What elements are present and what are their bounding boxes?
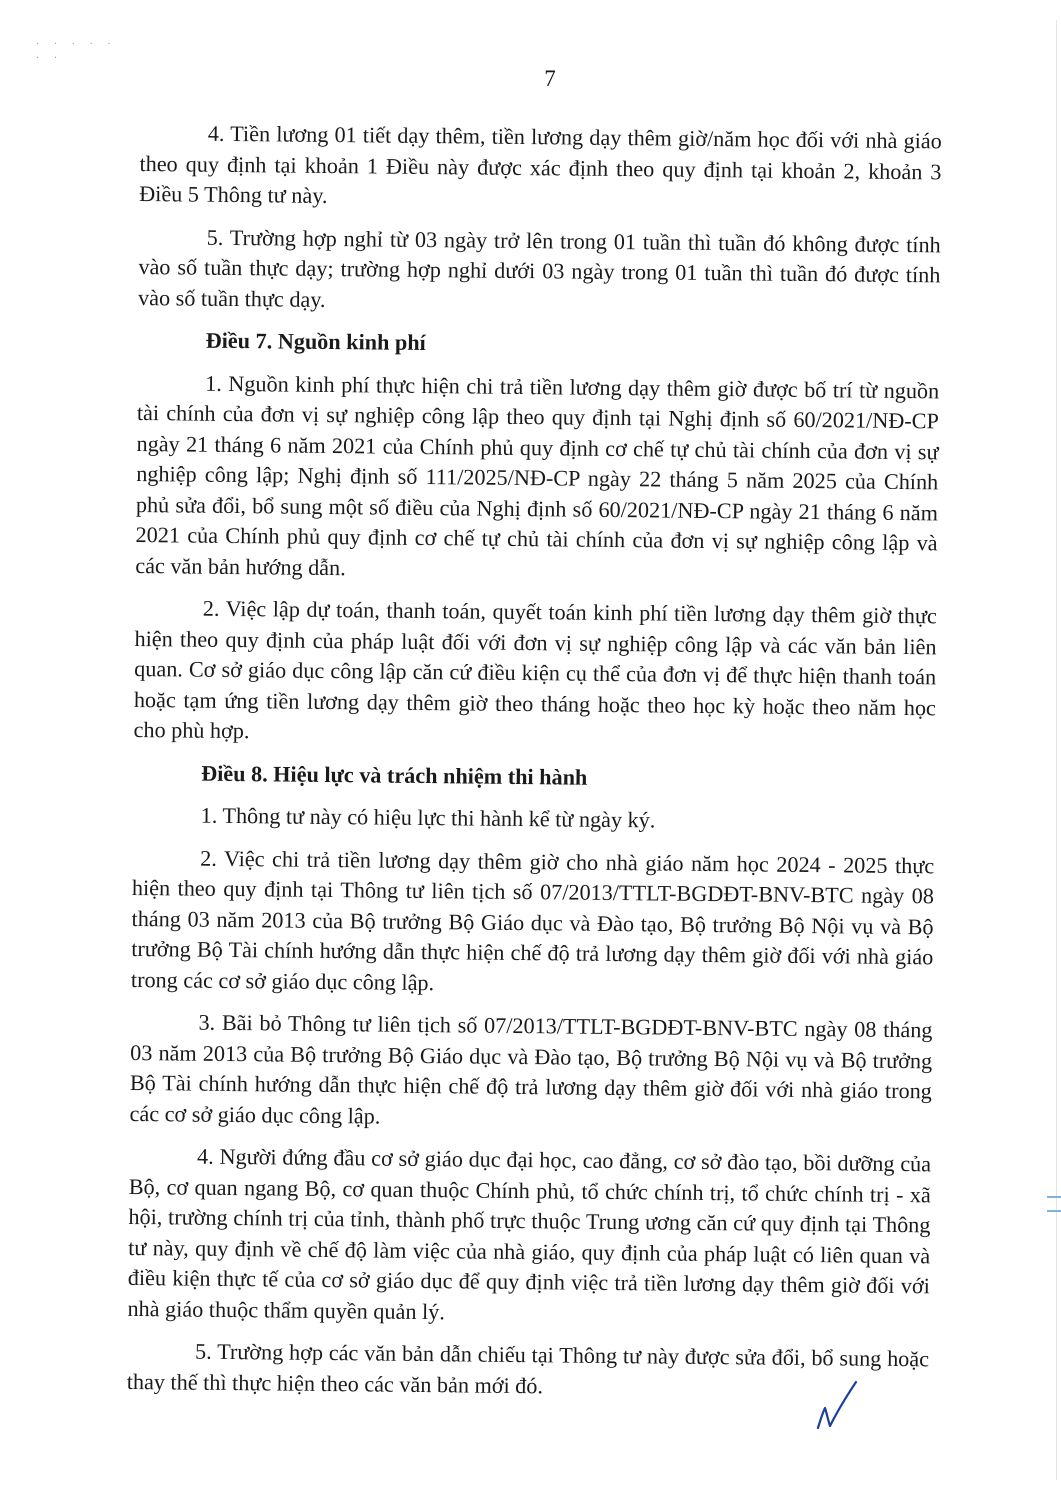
initials-signature [812,1378,862,1434]
paragraph-article-8-clause-5: 5. Trường hợp các văn bản dẫn chiếu tại Thông tư này được sửa đổi, bổ sung hoặc thay thế thì thực hiện theo các văn bản mới đó. [126,1338,930,1398]
page-number: 7 [544,66,556,91]
article-7-heading: Điều 7. Nguồn kinh phí [205,327,426,356]
paragraph-clause-5: 5. Trường hợp nghỉ từ 03 ngày trở lên trong 01 tuần thì tuần đó không được tính vào số tuần thực dạy; trường hợp nghỉ dưới 03 ngày trong 01 tuần thì tuần đó được tính vào số tuần thực dạy. [137,224,941,312]
scan-edge-tick [1047,1196,1061,1198]
paragraph-article-8-clause-1: 1. Thông tư này có hiệu lực thi hành kể từ ngày ký. [200,802,656,833]
paragraph-article-7-clause-2: 2. Việc lập dự toán, thanh toán, quyết toán kinh phí tiền lương dạy thêm giờ thực hiện theo quy định của pháp luật đối với đơn vị sự nghiệp công lập và các văn bản liên quan. Cơ sở giáo dục công lập căn cứ điều kiện cụ thể của đơn vị để thực hiện thanh toán hoặc tạm ứng tiền lương dạy thêm giờ theo tháng hoặc theo học kỳ hoặc theo năm học cho phù hợp. [133,595,937,744]
scan-edge-marks [1053,0,1061,1500]
article-8-heading: Điều 8. Hiệu lực và trách nhiệm thi hành [201,760,588,790]
paragraph-clause-4: 4. Tiền lương 01 tiết dạy thêm, tiền lương dạy thêm giờ/năm học đối với nhà giáo theo quy định tại khoản 1 Điều này được xác định theo quy định tại khoản 2, khoản 3 Điều 5 Thông tư này. [139,120,942,208]
scan-edge-line [1056,20,1057,1480]
scan-edge-tick [1047,1210,1061,1212]
paragraph-article-7-clause-1: 1. Nguồn kinh phí thực hiện chi trả tiền lương dạy thêm giờ được bố trí từ nguồn tài chính của đơn vị sự nghiệp công lập theo quy định tại Nghị định số 60/2021/NĐ-CP ngày 21 tháng 6 năm 2021 của Chính phủ quy định cơ chế tự chủ tài chính của đơn vị sự nghiệp công lập; Nghị định số 111/2025/NĐ-CP ngày 22 tháng 5 năm 2025 của Chính phủ sửa đổi, bổ sung một số điều của Nghị định số 60/2021/NĐ-CP ngày 21 tháng 6 năm 2021 của Chính phủ quy định cơ chế tự chủ tài chính của đơn vị sự nghiệp công lập và các văn bản hướng dẫn. [135,370,940,580]
document-body [126,118,941,1417]
paragraph-article-8-clause-2: 2. Việc chi trả tiền lương dạy thêm giờ cho nhà giáo năm học 2024 - 2025 thực hiện theo quy định tại Thông tư liên tịch số 07/2013/TTLT-BGDĐT-BNV-BTC ngày 08 tháng 03 năm 2013 của Bộ trưởng Bộ Giáo dục và Đào tạo, Bộ trưởng Bộ Nội vụ và Bộ trưởng Bộ Tài chính hướng dẫn thực hiện chế độ trả lương dạy thêm giờ đối với nhà giáo trong các cơ sở giáo dục công lập. [130,845,935,995]
paragraph-article-8-clause-4: 4. Người đứng đầu cơ sở giáo dục đại học, cao đẳng, cơ sở đào tạo, bồi dưỡng của Bộ, cơ quan ngang Bộ, cơ quan thuộc Chính phủ, tổ chức chính trị, tổ chức chính trị - xã hội, trường chính trị của tỉnh, thành phố trực thuộc Trung ương căn cứ quy định tại Thông tư này, quy định về chế độ làm việc của nhà giáo, quy định của pháp luật có liên quan và điều kiện thực tế của cơ sở giáo dục để quy định việc trả tiền lương dạy thêm giờ đối với nhà giáo thuộc thẩm quyền quản lý. [127,1143,932,1324]
paragraph-article-8-clause-3: 3. Bãi bỏ Thông tư liên tịch số 07/2013/TTLT-BGDĐT-BNV-BTC ngày 08 tháng 03 năm 2013 của Bộ trưởng Bộ Giáo dục và Đào tạo, Bộ trưởng Bộ Nội vụ và Bộ trưởng Bộ Tài chính hướng dẫn thực hiện chế độ trả lương dạy thêm giờ đối với nhà giáo trong các cơ sở giáo dục công lập. [129,1009,933,1129]
scan-artifact-dots: · · · · · · · [36,39,117,64]
